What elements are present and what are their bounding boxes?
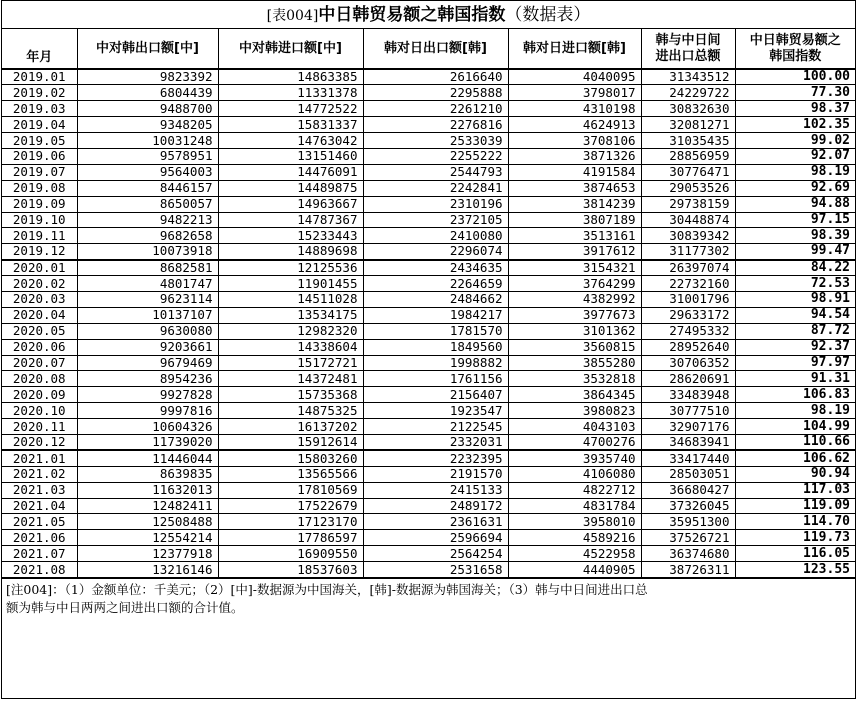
cell-month: 2019.12 — [2, 244, 77, 260]
cell-month: 2020.12 — [2, 434, 77, 450]
cell-kr-import: 3101362 — [508, 323, 641, 339]
cell-index: 97.15 — [735, 212, 855, 228]
footnote-line2: 额为韩与中日两两之间进出口额的合计值。 — [6, 600, 244, 615]
cell-cn-import: 17522679 — [218, 498, 363, 514]
cell-index: 94.88 — [735, 196, 855, 212]
cell-month: 2019.04 — [2, 117, 77, 133]
cell-kr-export: 2232395 — [363, 450, 508, 466]
cell-cn-export: 9203661 — [77, 339, 218, 355]
cell-kr-export: 1781570 — [363, 323, 508, 339]
cell-cn-export: 8650057 — [77, 196, 218, 212]
cell-total: 36680427 — [641, 482, 735, 498]
cell-cn-export: 10137107 — [77, 307, 218, 323]
cell-month: 2021.02 — [2, 466, 77, 482]
data-sheet — [1, 0, 856, 699]
table-row — [2, 434, 855, 450]
cell-total: 22732160 — [641, 276, 735, 292]
table-body — [2, 69, 855, 578]
table-row — [2, 323, 855, 339]
cell-index: 99.47 — [735, 244, 855, 260]
cell-total: 33417440 — [641, 450, 735, 466]
cell-cn-export: 11739020 — [77, 434, 218, 450]
table-row — [2, 291, 855, 307]
cell-kr-export: 2484662 — [363, 291, 508, 307]
table-row — [2, 307, 855, 323]
cell-kr-import: 3958010 — [508, 514, 641, 530]
cell-cn-export: 11446044 — [77, 450, 218, 466]
cell-kr-export: 1923547 — [363, 403, 508, 419]
cell-total: 29053526 — [641, 180, 735, 196]
cell-kr-import: 3935740 — [508, 450, 641, 466]
cell-index: 92.07 — [735, 148, 855, 164]
cell-index: 117.03 — [735, 482, 855, 498]
cell-month: 2019.03 — [2, 101, 77, 117]
header-index-line1: 中日韩贸易额之 — [749, 32, 841, 48]
cell-kr-import: 3513161 — [508, 228, 641, 244]
cell-kr-export: 2310196 — [363, 196, 508, 212]
cell-kr-import: 3814239 — [508, 196, 641, 212]
cell-kr-export: 2544793 — [363, 164, 508, 180]
cell-cn-import: 14763042 — [218, 133, 363, 149]
cell-kr-import: 4040095 — [508, 69, 641, 85]
cell-cn-import: 16909550 — [218, 546, 363, 562]
cell-cn-export: 9488700 — [77, 101, 218, 117]
header-total-line1: 韩与中日间 — [655, 32, 721, 48]
cell-month: 2019.02 — [2, 85, 77, 101]
table-row — [2, 117, 855, 133]
cell-kr-import: 4822712 — [508, 482, 641, 498]
table-row — [2, 101, 855, 117]
cell-cn-export: 9348205 — [77, 117, 218, 133]
cell-total: 37526721 — [641, 530, 735, 546]
table-row — [2, 133, 855, 149]
cell-kr-export: 2564254 — [363, 546, 508, 562]
cell-total: 28856959 — [641, 148, 735, 164]
cell-month: 2020.04 — [2, 307, 77, 323]
cell-total: 37326045 — [641, 498, 735, 514]
cell-total: 35951300 — [641, 514, 735, 530]
cell-total: 38726311 — [641, 562, 735, 578]
cell-kr-import: 4624913 — [508, 117, 641, 133]
cell-kr-export: 2415133 — [363, 482, 508, 498]
header-kr-import: 韩对日进口额[韩] — [508, 29, 641, 69]
cell-kr-export: 2596694 — [363, 530, 508, 546]
cell-kr-import: 3855280 — [508, 355, 641, 371]
cell-total: 33483948 — [641, 387, 735, 403]
cell-index: 98.19 — [735, 164, 855, 180]
cell-kr-import: 3864345 — [508, 387, 641, 403]
cell-total: 28620691 — [641, 371, 735, 387]
table-row — [2, 514, 855, 530]
cell-kr-import: 3560815 — [508, 339, 641, 355]
cell-cn-export: 9823392 — [77, 69, 218, 85]
cell-index: 91.31 — [735, 371, 855, 387]
cell-index: 98.39 — [735, 228, 855, 244]
cell-kr-import: 4440905 — [508, 562, 641, 578]
table-tag: [表004] — [266, 8, 319, 24]
cell-cn-export: 8446157 — [77, 180, 218, 196]
cell-cn-import: 14889698 — [218, 244, 363, 260]
cell-month: 2020.01 — [2, 260, 77, 276]
cell-kr-import: 4310198 — [508, 101, 641, 117]
cell-kr-export: 2191570 — [363, 466, 508, 482]
cell-index: 110.66 — [735, 434, 855, 450]
cell-index: 119.73 — [735, 530, 855, 546]
header-kr-export: 韩对日出口额[韩] — [363, 29, 508, 69]
cell-total: 36374680 — [641, 546, 735, 562]
cell-cn-export: 10031248 — [77, 133, 218, 149]
cell-cn-export: 13216146 — [77, 562, 218, 578]
cell-month: 2021.05 — [2, 514, 77, 530]
cell-cn-import: 14338604 — [218, 339, 363, 355]
cell-total: 32907176 — [641, 419, 735, 435]
cell-cn-import: 17786597 — [218, 530, 363, 546]
cell-total: 30448874 — [641, 212, 735, 228]
cell-cn-import: 14787367 — [218, 212, 363, 228]
header-index — [735, 29, 855, 69]
table-main-title: 中日韩贸易额之韩国指数 — [318, 5, 506, 25]
table-row — [2, 482, 855, 498]
table-row — [2, 546, 855, 562]
cell-cn-export: 9682658 — [77, 228, 218, 244]
header-cn-export: 中对韩出口额[中] — [77, 29, 218, 69]
header-total-line2: 进出口总额 — [655, 48, 721, 64]
cell-month: 2021.01 — [2, 450, 77, 466]
table-row — [2, 212, 855, 228]
cell-total: 30706352 — [641, 355, 735, 371]
header-total — [641, 29, 735, 69]
cell-index: 114.70 — [735, 514, 855, 530]
table-row — [2, 387, 855, 403]
cell-total: 31035435 — [641, 133, 735, 149]
cell-cn-export: 9564003 — [77, 164, 218, 180]
table-row — [2, 276, 855, 292]
cell-kr-export: 2255222 — [363, 148, 508, 164]
cell-kr-import: 3874653 — [508, 180, 641, 196]
cell-index: 98.91 — [735, 291, 855, 307]
cell-month: 2019.09 — [2, 196, 77, 212]
cell-cn-export: 6804439 — [77, 85, 218, 101]
cell-index: 104.99 — [735, 419, 855, 435]
cell-kr-export: 2122545 — [363, 419, 508, 435]
cell-kr-import: 4831784 — [508, 498, 641, 514]
table-row — [2, 180, 855, 196]
cell-cn-export: 8954236 — [77, 371, 218, 387]
cell-month: 2020.07 — [2, 355, 77, 371]
cell-index: 123.55 — [735, 562, 855, 578]
cell-kr-export: 2261210 — [363, 101, 508, 117]
cell-total: 26397074 — [641, 260, 735, 276]
cell-month: 2019.06 — [2, 148, 77, 164]
cell-total: 28503051 — [641, 466, 735, 482]
cell-kr-export: 2295888 — [363, 85, 508, 101]
table-row — [2, 260, 855, 276]
table-row — [2, 164, 855, 180]
trade-index-table — [2, 29, 855, 578]
cell-index: 99.02 — [735, 133, 855, 149]
cell-cn-export: 9630080 — [77, 323, 218, 339]
cell-total: 30832630 — [641, 101, 735, 117]
cell-kr-export: 2533039 — [363, 133, 508, 149]
cell-month: 2019.11 — [2, 228, 77, 244]
cell-index: 106.62 — [735, 450, 855, 466]
cell-cn-export: 12482411 — [77, 498, 218, 514]
cell-kr-import: 4522958 — [508, 546, 641, 562]
cell-kr-export: 1984217 — [363, 307, 508, 323]
cell-cn-import: 17123170 — [218, 514, 363, 530]
cell-total: 32081271 — [641, 117, 735, 133]
cell-cn-import: 14372481 — [218, 371, 363, 387]
cell-cn-export: 8639835 — [77, 466, 218, 482]
cell-cn-export: 9679469 — [77, 355, 218, 371]
cell-index: 84.22 — [735, 260, 855, 276]
table-footnote — [2, 578, 855, 617]
cell-month: 2021.04 — [2, 498, 77, 514]
cell-kr-export: 2434635 — [363, 260, 508, 276]
table-row — [2, 355, 855, 371]
cell-month: 2020.11 — [2, 419, 77, 435]
cell-kr-export: 2296074 — [363, 244, 508, 260]
cell-index: 94.54 — [735, 307, 855, 323]
cell-cn-import: 14476091 — [218, 164, 363, 180]
cell-index: 90.94 — [735, 466, 855, 482]
cell-month: 2019.08 — [2, 180, 77, 196]
cell-total: 27495332 — [641, 323, 735, 339]
cell-month: 2020.05 — [2, 323, 77, 339]
cell-kr-export: 1998882 — [363, 355, 508, 371]
cell-total: 24229722 — [641, 85, 735, 101]
cell-kr-export: 2410080 — [363, 228, 508, 244]
cell-cn-import: 11331378 — [218, 85, 363, 101]
cell-month: 2019.10 — [2, 212, 77, 228]
cell-month: 2020.06 — [2, 339, 77, 355]
cell-cn-import: 14511028 — [218, 291, 363, 307]
cell-total: 31177302 — [641, 244, 735, 260]
cell-month: 2021.03 — [2, 482, 77, 498]
cell-total: 28952640 — [641, 339, 735, 355]
cell-cn-import: 16137202 — [218, 419, 363, 435]
cell-cn-export: 12377918 — [77, 546, 218, 562]
cell-kr-export: 2242841 — [363, 180, 508, 196]
cell-cn-import: 15172721 — [218, 355, 363, 371]
cell-cn-import: 12125536 — [218, 260, 363, 276]
table-row — [2, 371, 855, 387]
cell-cn-export: 10073918 — [77, 244, 218, 260]
cell-kr-import: 3154321 — [508, 260, 641, 276]
cell-month: 2019.05 — [2, 133, 77, 149]
cell-kr-import: 3917612 — [508, 244, 641, 260]
cell-kr-import: 3977673 — [508, 307, 641, 323]
cell-month: 2020.10 — [2, 403, 77, 419]
cell-month: 2019.01 — [2, 69, 77, 85]
cell-kr-import: 3871326 — [508, 148, 641, 164]
cell-kr-export: 2531658 — [363, 562, 508, 578]
cell-month: 2020.03 — [2, 291, 77, 307]
cell-cn-export: 9482213 — [77, 212, 218, 228]
cell-cn-export: 10604326 — [77, 419, 218, 435]
cell-index: 100.00 — [735, 69, 855, 85]
cell-cn-import: 15233443 — [218, 228, 363, 244]
cell-month: 2021.07 — [2, 546, 77, 562]
cell-month: 2021.06 — [2, 530, 77, 546]
cell-cn-export: 9927828 — [77, 387, 218, 403]
cell-kr-export: 1761156 — [363, 371, 508, 387]
cell-kr-export: 2489172 — [363, 498, 508, 514]
cell-kr-import: 3708106 — [508, 133, 641, 149]
footnote-line1: [注004]：（1）金额单位：千美元；（2）[中]-数据源为中国海关，[韩]-数据源为韩国海关；（3）韩与中日间进出口总 — [6, 582, 648, 597]
cell-month: 2021.08 — [2, 562, 77, 578]
cell-total: 30839342 — [641, 228, 735, 244]
cell-cn-import: 11901455 — [218, 276, 363, 292]
header-row — [2, 29, 855, 69]
cell-month: 2020.02 — [2, 276, 77, 292]
cell-total: 34683941 — [641, 434, 735, 450]
cell-kr-export: 2276816 — [363, 117, 508, 133]
cell-cn-import: 14489875 — [218, 180, 363, 196]
table-row — [2, 562, 855, 578]
cell-total: 31343512 — [641, 69, 735, 85]
cell-kr-import: 3764299 — [508, 276, 641, 292]
cell-month: 2020.08 — [2, 371, 77, 387]
cell-cn-import: 15831337 — [218, 117, 363, 133]
cell-index: 87.72 — [735, 323, 855, 339]
table-row — [2, 419, 855, 435]
cell-cn-export: 8682581 — [77, 260, 218, 276]
cell-kr-import: 4191584 — [508, 164, 641, 180]
cell-cn-export: 11632013 — [77, 482, 218, 498]
cell-kr-import: 3532818 — [508, 371, 641, 387]
table-subtitle: （数据表） — [505, 5, 591, 25]
cell-total: 31001796 — [641, 291, 735, 307]
cell-kr-export: 2372105 — [363, 212, 508, 228]
cell-kr-export: 2361631 — [363, 514, 508, 530]
cell-kr-import: 4700276 — [508, 434, 641, 450]
cell-cn-import: 15803260 — [218, 450, 363, 466]
header-month: 年月 — [2, 29, 77, 69]
cell-kr-import: 4589216 — [508, 530, 641, 546]
cell-cn-import: 12982320 — [218, 323, 363, 339]
cell-month: 2020.09 — [2, 387, 77, 403]
cell-kr-export: 2332031 — [363, 434, 508, 450]
table-row — [2, 403, 855, 419]
cell-cn-import: 13565566 — [218, 466, 363, 482]
table-row — [2, 228, 855, 244]
cell-kr-import: 3807189 — [508, 212, 641, 228]
cell-cn-export: 9623114 — [77, 291, 218, 307]
cell-month: 2019.07 — [2, 164, 77, 180]
table-row — [2, 69, 855, 85]
cell-index: 77.30 — [735, 85, 855, 101]
cell-cn-import: 14772522 — [218, 101, 363, 117]
cell-cn-import: 17810569 — [218, 482, 363, 498]
table-row — [2, 196, 855, 212]
cell-cn-export: 12508488 — [77, 514, 218, 530]
cell-index: 72.53 — [735, 276, 855, 292]
table-row — [2, 244, 855, 260]
cell-kr-import: 3798017 — [508, 85, 641, 101]
cell-index: 92.37 — [735, 339, 855, 355]
cell-index: 106.83 — [735, 387, 855, 403]
header-cn-import: 中对韩进口额[中] — [218, 29, 363, 69]
cell-cn-import: 18537603 — [218, 562, 363, 578]
cell-kr-import: 4106080 — [508, 466, 641, 482]
cell-cn-export: 9578951 — [77, 148, 218, 164]
cell-index: 92.69 — [735, 180, 855, 196]
cell-total: 30776471 — [641, 164, 735, 180]
cell-kr-import: 4382992 — [508, 291, 641, 307]
cell-index: 98.37 — [735, 101, 855, 117]
cell-cn-import: 15912614 — [218, 434, 363, 450]
cell-total: 29738159 — [641, 196, 735, 212]
cell-cn-import: 13534175 — [218, 307, 363, 323]
table-row — [2, 450, 855, 466]
header-index-line2: 韩国指数 — [769, 48, 822, 64]
cell-cn-export: 9997816 — [77, 403, 218, 419]
table-row — [2, 466, 855, 482]
cell-cn-import: 13151460 — [218, 148, 363, 164]
cell-kr-export: 2264659 — [363, 276, 508, 292]
cell-total: 29633172 — [641, 307, 735, 323]
table-row — [2, 339, 855, 355]
table-title — [2, 1, 855, 29]
cell-total: 30777510 — [641, 403, 735, 419]
cell-kr-export: 2156407 — [363, 387, 508, 403]
table-row — [2, 530, 855, 546]
cell-cn-import: 14863385 — [218, 69, 363, 85]
cell-index: 97.97 — [735, 355, 855, 371]
cell-cn-export: 12554214 — [77, 530, 218, 546]
cell-kr-import: 3980823 — [508, 403, 641, 419]
cell-cn-import: 15735368 — [218, 387, 363, 403]
cell-index: 98.19 — [735, 403, 855, 419]
cell-kr-export: 1849560 — [363, 339, 508, 355]
cell-kr-import: 4043103 — [508, 419, 641, 435]
cell-kr-export: 2616640 — [363, 69, 508, 85]
table-row — [2, 148, 855, 164]
cell-cn-import: 14963667 — [218, 196, 363, 212]
table-row — [2, 498, 855, 514]
cell-cn-import: 14875325 — [218, 403, 363, 419]
cell-index: 102.35 — [735, 117, 855, 133]
cell-index: 116.05 — [735, 546, 855, 562]
table-row — [2, 85, 855, 101]
cell-cn-export: 4801747 — [77, 276, 218, 292]
cell-index: 119.09 — [735, 498, 855, 514]
